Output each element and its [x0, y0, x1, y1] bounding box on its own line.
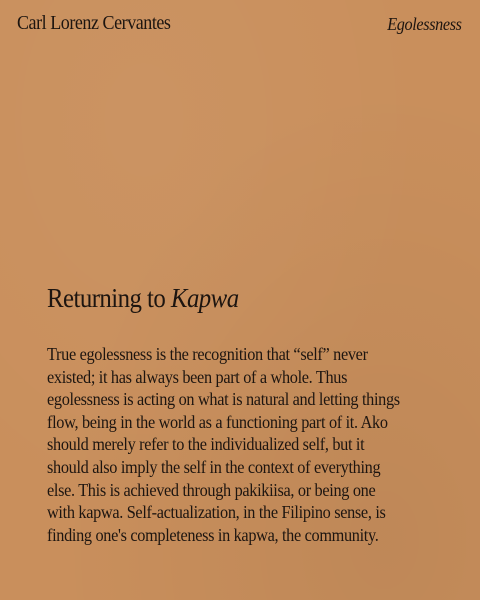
- body-line: should merely refer to the individualized self, but it: [47, 434, 365, 455]
- section-heading: [47, 283, 239, 314]
- body-line: True egolessness is the recognition that “self” never: [47, 344, 368, 364]
- body-line: finding one's completeness in kapwa, the community.: [47, 524, 379, 545]
- body-line: should also imply the self in the context of everything: [47, 456, 381, 477]
- heading-prefix: Returning to: [47, 283, 171, 313]
- body-paragraph: [47, 343, 447, 546]
- topic-label: Egolessness: [387, 14, 462, 34]
- heading-emphasis: Kapwa: [170, 283, 239, 313]
- body-line: flow, being in the world as a functioning part of it. Ako: [47, 411, 388, 432]
- body-line: with kapwa. Self-actualization, in the Filipino sense, is: [47, 502, 386, 523]
- author-name: Carl Lorenz Cervantes: [17, 12, 171, 34]
- body-line: existed; it has always been part of a whole. Thus: [47, 366, 348, 387]
- body-line: egolessness is acting on what is natural and letting things: [47, 389, 400, 410]
- body-line: else. This is achieved through pakikiisa, or being one: [47, 479, 376, 500]
